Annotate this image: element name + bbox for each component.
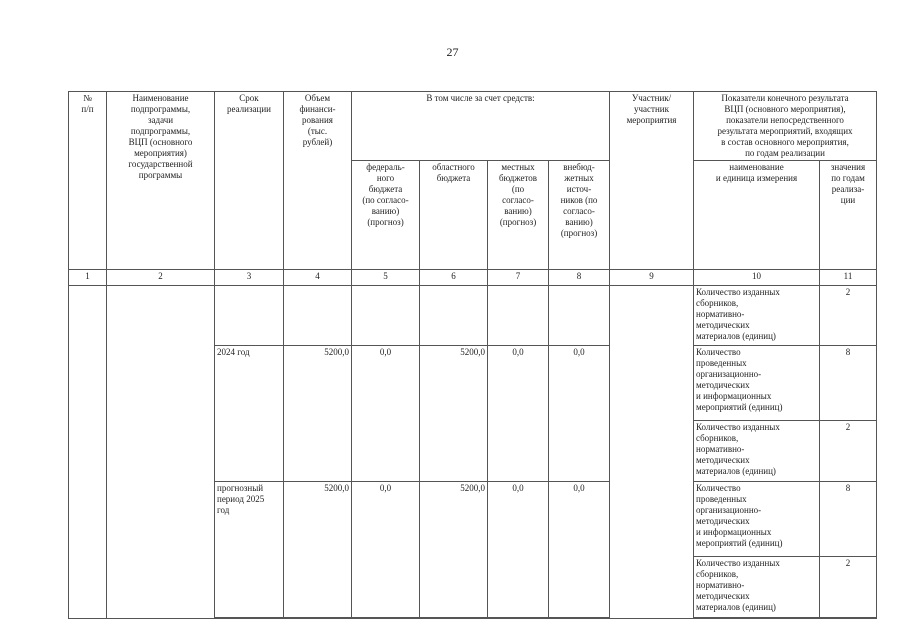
cell-extrabudget-empty	[549, 285, 610, 345]
indicator-value: 2	[820, 420, 877, 481]
cell-volume-empty	[284, 285, 352, 345]
extrabudget-cell: 0,0	[549, 345, 610, 481]
page-number: 27	[446, 45, 459, 59]
header-group-indicators: Показатели конечного результата ВЦП (основного мероприятия), показатели непосредственного результата мероприятий, входящих в состав основного мероприятия, по годам реализации	[694, 92, 877, 161]
local-cell: 0,0	[488, 345, 549, 481]
column-number: 10	[694, 269, 820, 285]
cell-period-empty	[215, 285, 284, 345]
cell-federal-empty	[352, 285, 420, 345]
header-col-indicator-value: значения по годам реализа- ции	[820, 160, 877, 269]
regional-cell: 5200,0	[420, 481, 488, 617]
header-col-period: Срок реализации	[215, 92, 284, 270]
indicator-name: Количество проведенных организационно- методических и информационных мероприятий (единиц)	[694, 345, 820, 420]
header-col-participant: Участник/ участник мероприятия	[610, 92, 694, 270]
federal-cell: 0,0	[352, 481, 420, 617]
column-number: 4	[284, 269, 352, 285]
volume-cell: 5200,0	[284, 481, 352, 617]
header-col-regional: областного бюджета	[420, 160, 488, 269]
federal-cell: 0,0	[352, 345, 420, 481]
extrabudget-cell: 0,0	[549, 481, 610, 617]
indicator-name: Количество изданных сборников, нормативно- методических материалов (единиц)	[694, 285, 820, 345]
cell-local-empty	[488, 285, 549, 345]
header-col-number: № п/п	[69, 92, 107, 270]
table-bottom-filler	[215, 617, 610, 618]
indicator-value: 8	[820, 345, 877, 420]
table-bottom-filler	[694, 617, 877, 618]
cell-name-continued	[107, 285, 215, 618]
column-number: 6	[420, 269, 488, 285]
volume-cell: 5200,0	[284, 345, 352, 481]
column-number: 7	[488, 269, 549, 285]
program-table	[68, 91, 877, 619]
regional-cell: 5200,0	[420, 345, 488, 481]
period-cell: 2024 год	[215, 345, 284, 481]
column-number: 5	[352, 269, 420, 285]
header-col-federal: федераль- ного бюджета (по согласо- ванию) (прогноз)	[352, 160, 420, 269]
indicator-value: 2	[820, 285, 877, 345]
column-number: 2	[107, 269, 215, 285]
column-number: 8	[549, 269, 610, 285]
indicator-name: Количество изданных сборников, нормативно- методических материалов (единиц)	[694, 420, 820, 481]
cell-participant-continued	[610, 285, 694, 618]
period-cell: прогнозный период 2025 год	[215, 481, 284, 617]
indicator-name: Количество проведенных организационно- методических и информационных мероприятий (единиц)	[694, 481, 820, 556]
header-col-name: Наименование подпрограммы, задачи подпрограммы, ВЦП (основного мероприятия) государственной программы	[107, 92, 215, 270]
column-number: 11	[820, 269, 877, 285]
column-number: 3	[215, 269, 284, 285]
column-number: 1	[69, 269, 107, 285]
cell-number-continued	[69, 285, 107, 618]
header-col-local: местных бюджетов (по согласо- ванию) (прогноз)	[488, 160, 549, 269]
cell-regional-empty	[420, 285, 488, 345]
header-group-funds: В том числе за счет средств:	[352, 92, 610, 161]
indicator-value: 2	[820, 556, 877, 617]
header-col-extrabudget: внебюд- жетных источ- ников (по согласо- ванию) (прогноз)	[549, 160, 610, 269]
header-col-volume: Объем финанси- рования (тыс. рублей)	[284, 92, 352, 270]
header-col-indicator-name: наименование и единица измерения	[694, 160, 820, 269]
indicator-name: Количество изданных сборников, нормативно- методических материалов (единиц)	[694, 556, 820, 617]
column-number: 9	[610, 269, 694, 285]
indicator-value: 8	[820, 481, 877, 556]
local-cell: 0,0	[488, 481, 549, 617]
